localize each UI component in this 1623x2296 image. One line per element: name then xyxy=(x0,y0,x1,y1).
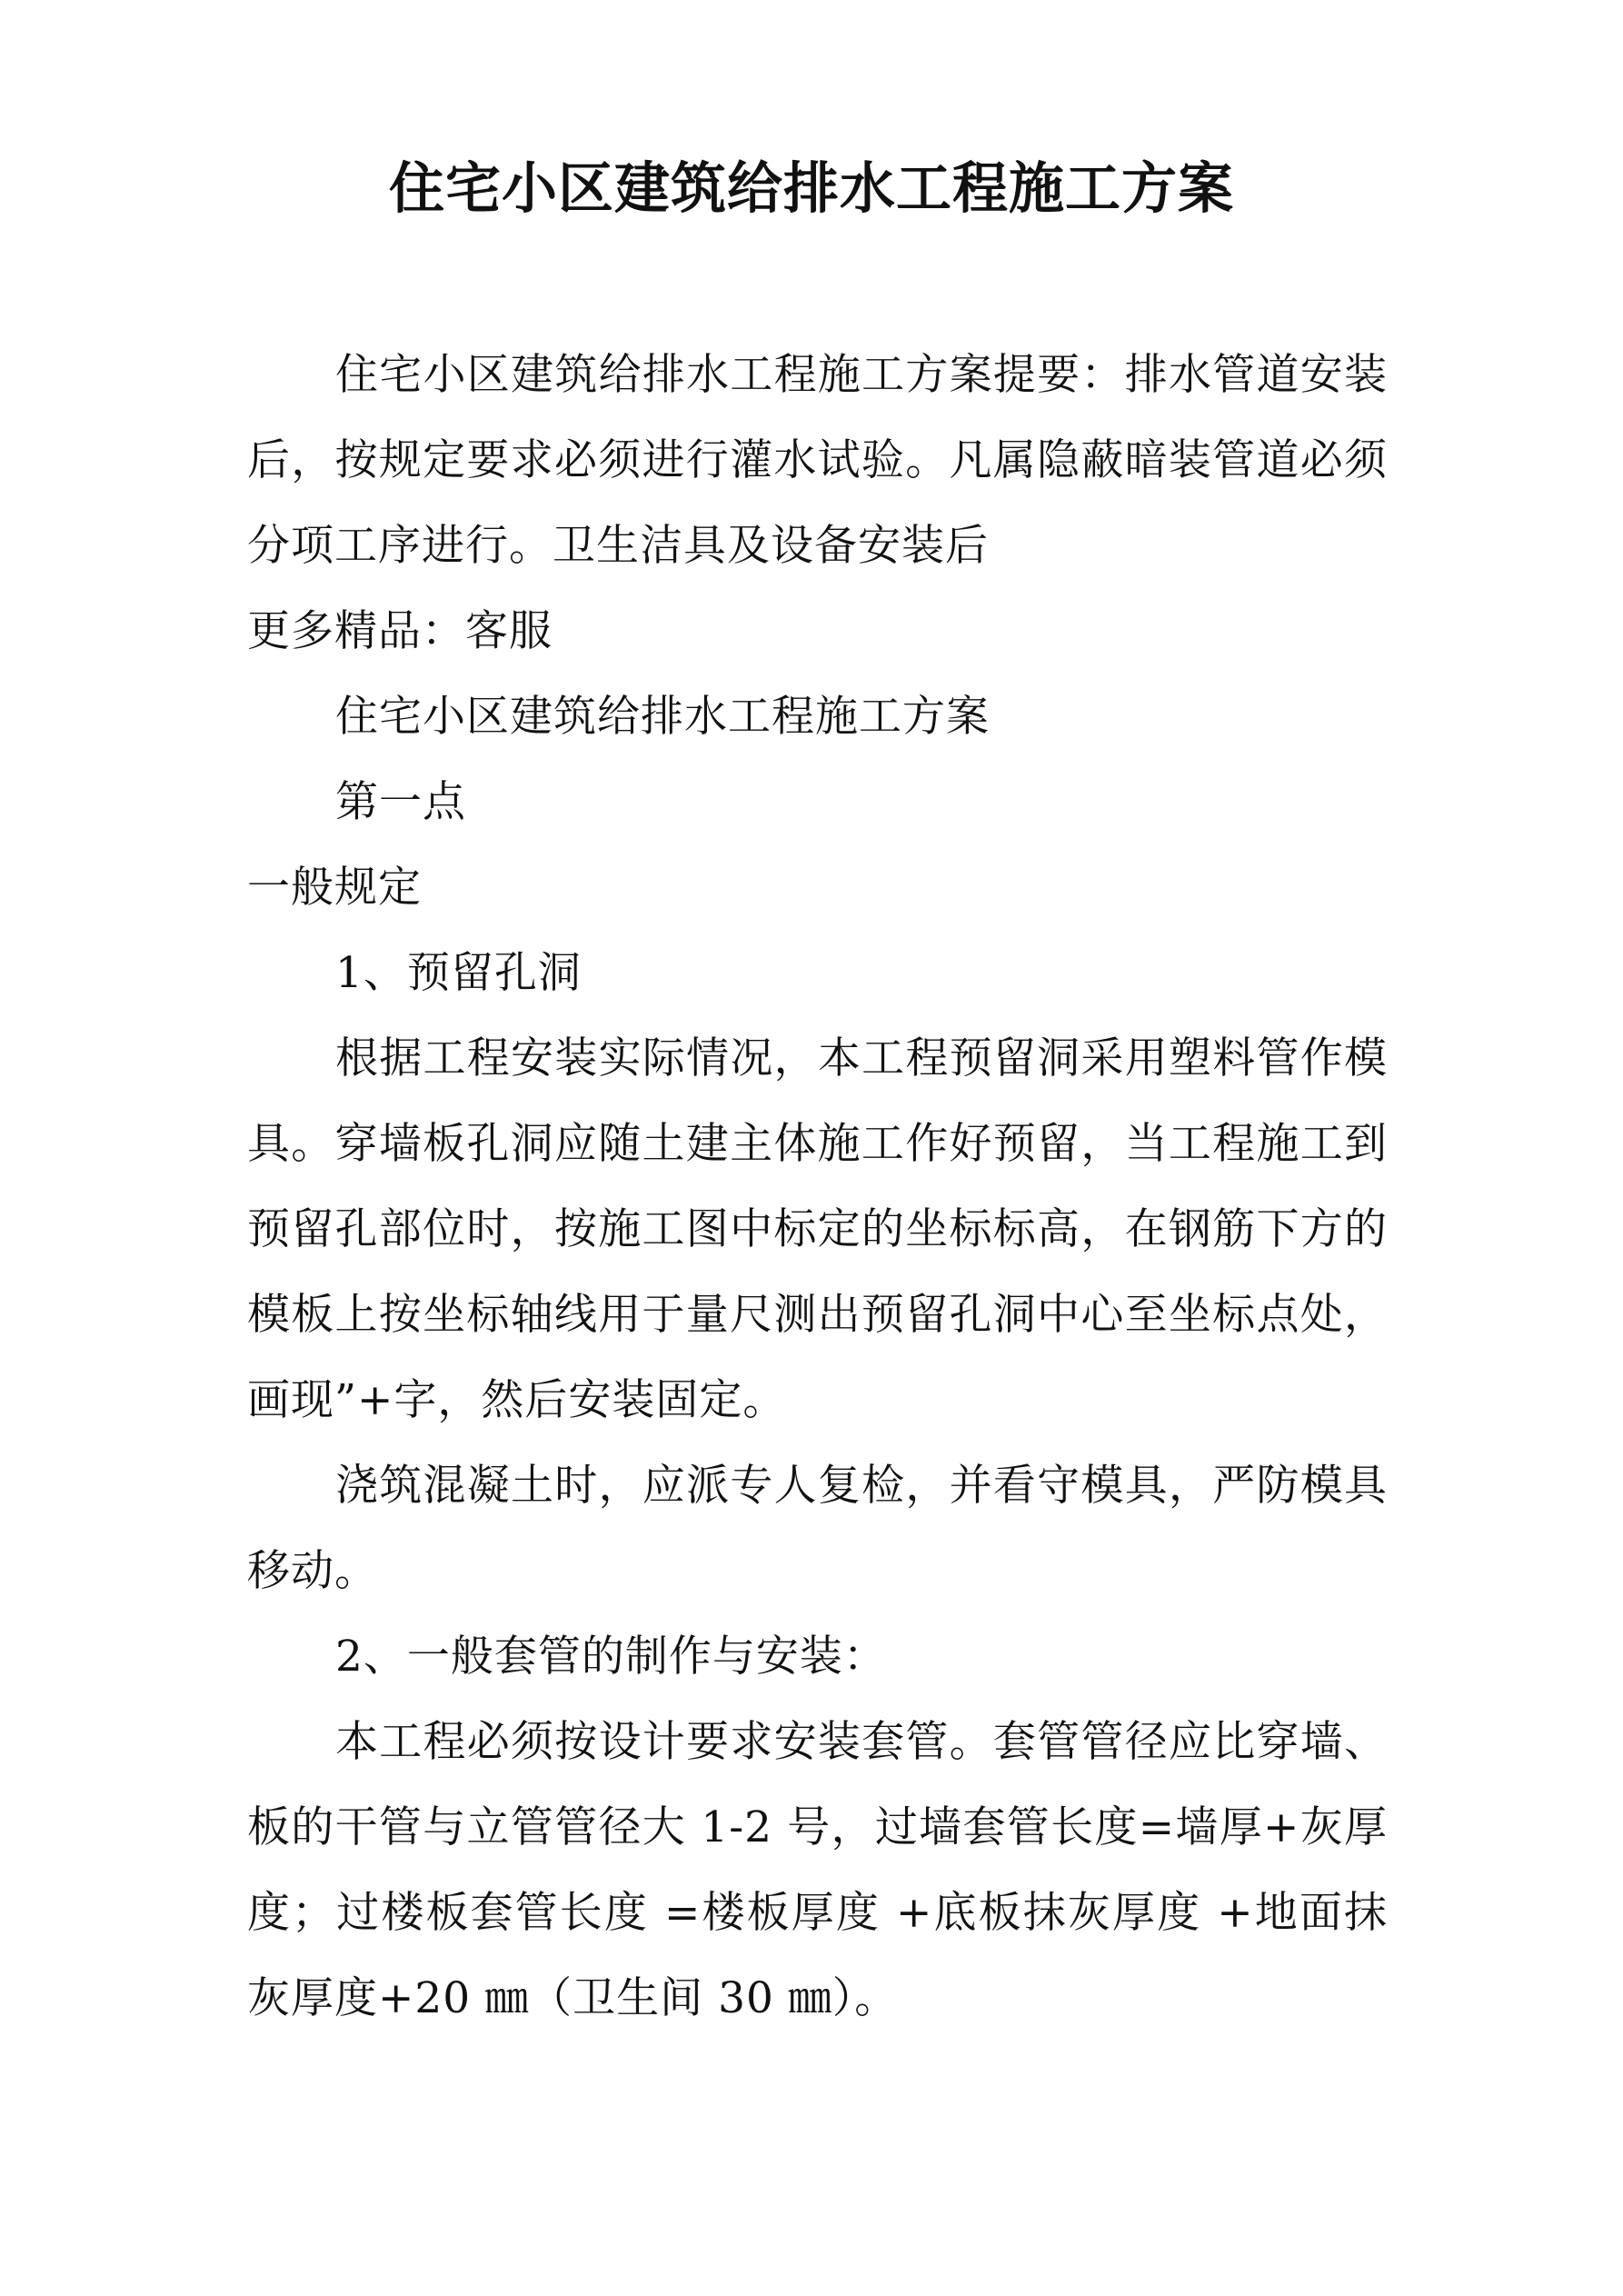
paragraph-concrete-pouring: 浇筑混凝土时，应派专人复检，并看守模具，严防模具移动。 xyxy=(247,1461,1388,1596)
paragraph-reserved-holes: 根据工程安装实际情况，本工程预留洞采用塑料管作模具。穿墙板孔洞应随土建主体施工作好预留，当工程施工到预留孔部位时，按施工图中标定的坐标标高，在钢筋下方的模板上按坐标轴线用于量尺测出预留孔洞中心至坐标点处，画现”+字，然后安装固定。 xyxy=(247,1033,1388,1425)
section-title: 住宅小区建筑给排水工程施工方案 xyxy=(335,692,990,742)
document-title: 住宅小区建筑给排水工程施工方案 xyxy=(388,156,1234,221)
section-heading: 一般规定 xyxy=(247,863,422,913)
subsection-heading-sleeves: 2、一般套管的制作与安装： xyxy=(335,1632,887,1682)
more-resources-line: 更多精品：客服 xyxy=(247,606,553,656)
section-number: 第一点 xyxy=(335,777,466,827)
document-body xyxy=(247,333,1388,2041)
summary-paragraph: 住宅小区建筑给排水工程施工方案提要：排水管道安装后，按规定要求必须进行灌水试验。凡属隐蔽暗装管道必须分项工序进行。卫生洁具及设备安装后 xyxy=(247,350,1388,571)
paragraph-sleeves: 本工程必须按设计要求安装套管。套管管径应比穿墙、板的干管与立管管径大 1-2 号，过墙套管长度=墙厚+灰厚度；过楼板套管长度 =楼板厚度 +底板抹灰厚度 +地面抹灰厚度+20 ㎜（卫生间 30 ㎜）。 xyxy=(247,1717,1388,2023)
subsection-heading-reserved-holes: 1、预留孔洞 xyxy=(335,948,582,998)
